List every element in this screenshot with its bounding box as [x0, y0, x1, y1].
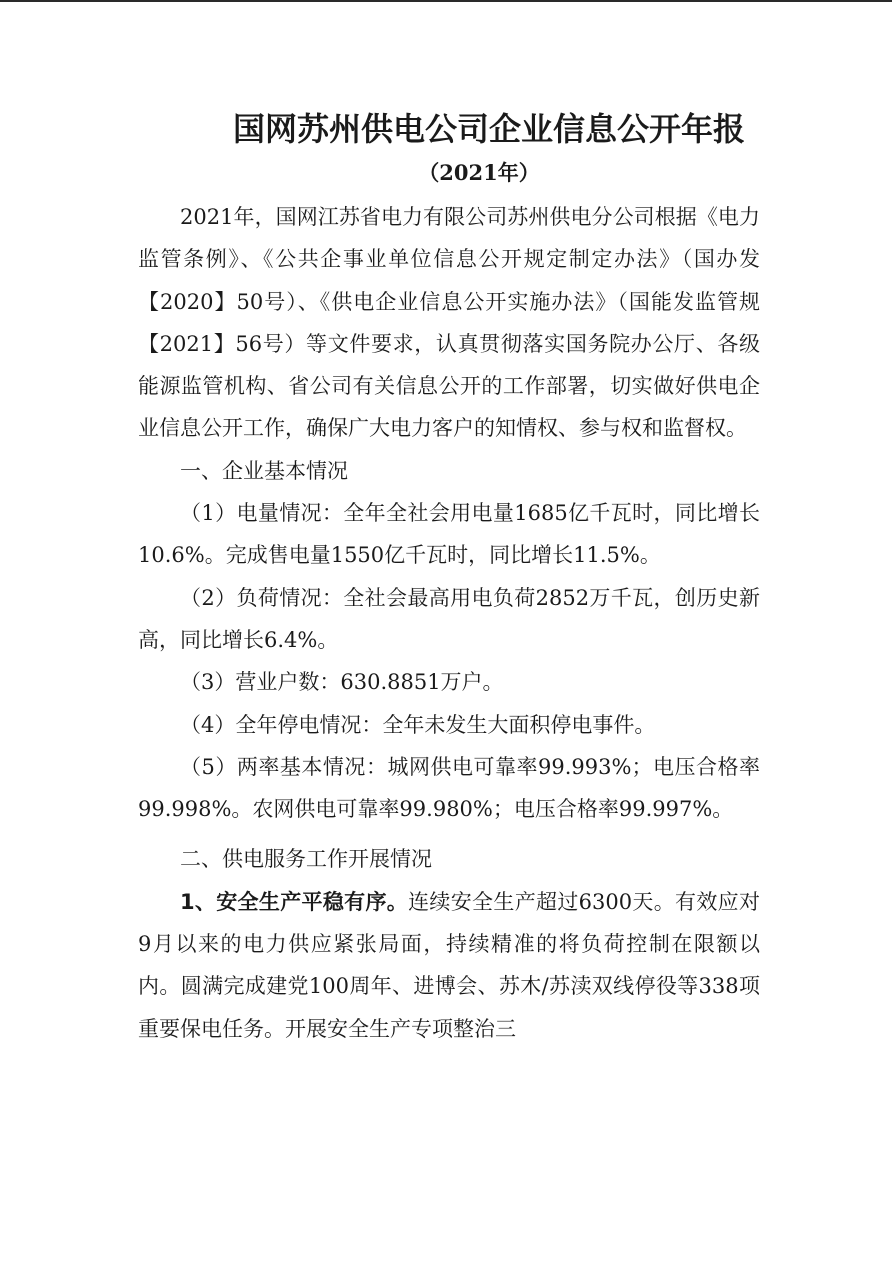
- section2-item-safety: [138, 881, 760, 1050]
- section2-item-safety-body: 连续安全生产超过6300天。有效应对9月以来的电力供应紧张局面，持续精准的将负荷控制在限额以内。圆满完成建党100周年、进博会、苏木/苏渎双线停役等338项重要保电任务。开展安全生产专项整治三: [138, 889, 760, 1041]
- document-page: [138, 102, 760, 1050]
- section1-item-reliability: （5）两率基本情况：城网供电可靠率99.993%；电压合格率99.998%。农网供电可靠率99.980%；电压合格率99.997%。: [138, 754, 760, 822]
- page-top-border: [0, 0, 892, 2]
- section1-heading: 一、企业基本情况: [180, 458, 348, 483]
- section1-item-electricity: （1）电量情况：全年全社会用电量1685亿千瓦时，同比增长10.6%。完成售电量1550亿千瓦时，同比增长11.5%。: [138, 501, 760, 568]
- section1-item-customers: （3）营业户数：630.8851万户。: [180, 670, 504, 695]
- section2-item-safety-lead: 1、安全生产平稳有序。: [180, 889, 409, 914]
- document-subtitle: （2021年）: [418, 160, 540, 185]
- section1-item-load: （2）负荷情况：全社会最高用电负荷2852万千瓦，创历史新高，同比增长6.4%。: [138, 585, 760, 652]
- intro-paragraph: 2021年，国网江苏省电力有限公司苏州供电分公司根据《电力监管条例》、《公共企事业单位信息公开规定制定办法》（国办发【2020】50号）、《供电企业信息公开实施办法》（国能发监管规【2021】56号）等文件要求，认真贯彻落实国务院办公厅、各级能源监管机构、省公司有关信息公开的工作部署，切实做好供电企业信息公开工作，确保广大电力客户的知情权、参与权和监督权。: [138, 205, 760, 441]
- document-title: 国网苏州供电公司企业信息公开年报: [232, 110, 745, 148]
- section1-item-outage: （4）全年停电情况：全年未发生大面积停电事件。: [180, 712, 656, 737]
- section2-heading: 二、供电服务工作开展情况: [180, 847, 432, 872]
